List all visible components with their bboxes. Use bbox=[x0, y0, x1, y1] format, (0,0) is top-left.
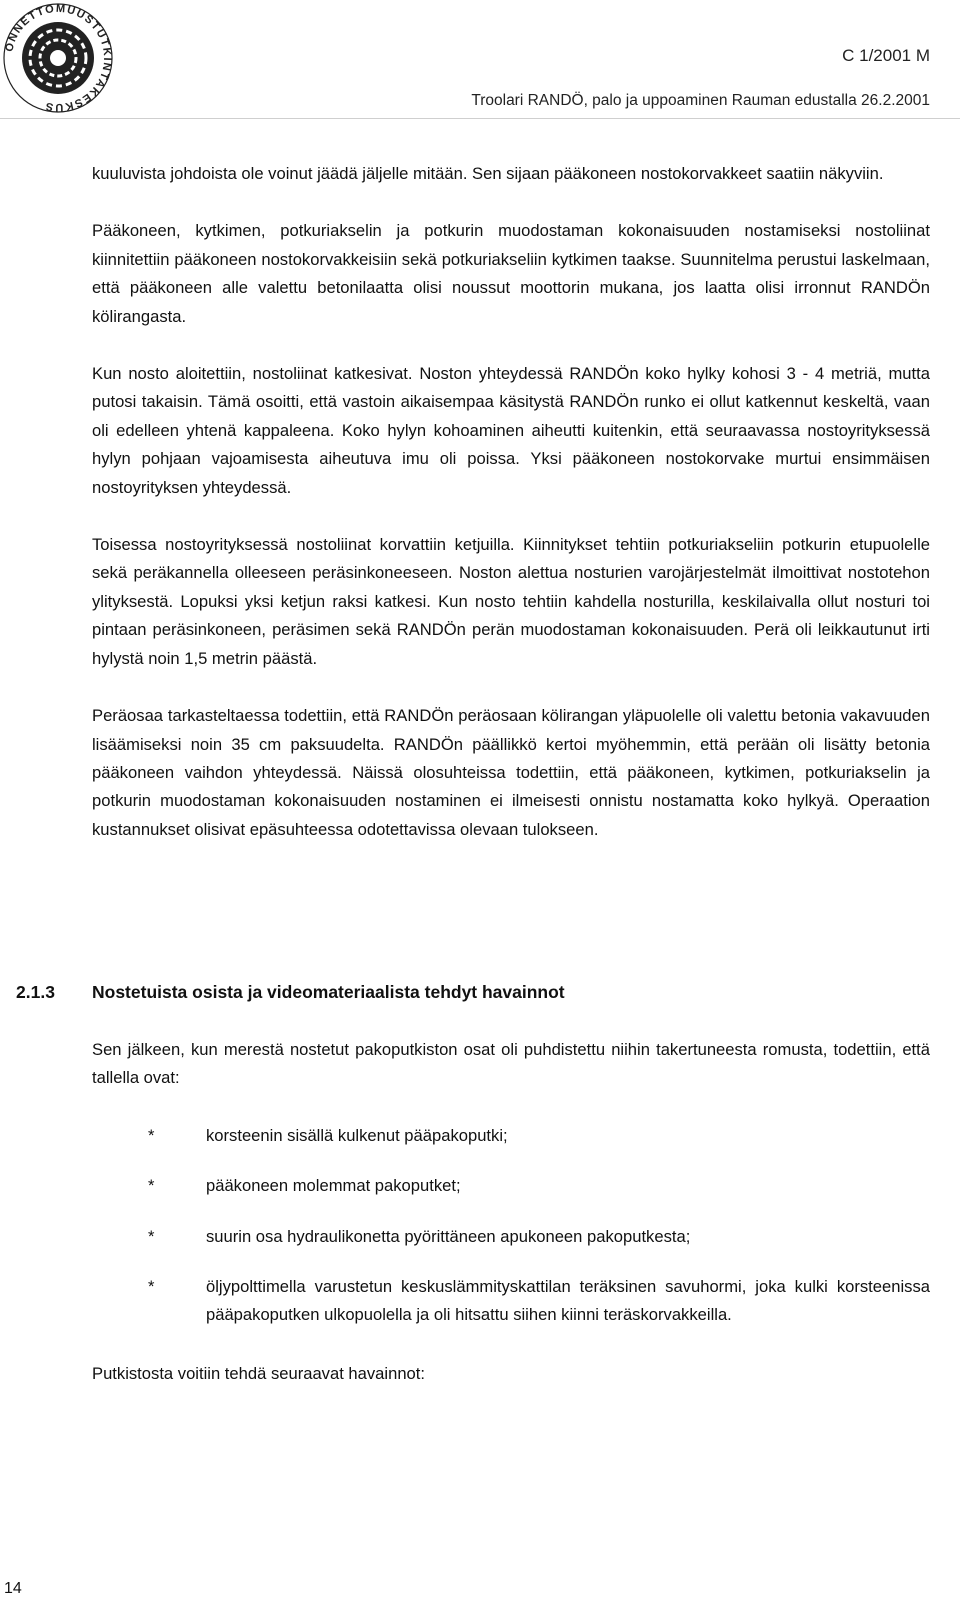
findings-list bbox=[92, 1122, 930, 1330]
bullet-marker: * bbox=[148, 1176, 155, 1196]
list-item-text: korsteenin sisällä kulkenut pääpakoputki; bbox=[206, 1125, 508, 1145]
section-title: Nostetuista osista ja videomateriaalista tehdyt havainnot bbox=[92, 982, 565, 1002]
bullet-marker: * bbox=[148, 1125, 155, 1145]
report-title: Troolari RANDÖ, palo ja uppoaminen Rauman edustalla 26.2.2001 bbox=[471, 92, 930, 109]
section-body bbox=[92, 1036, 930, 1417]
list-item-text: öljypolttimella varustetun keskuslämmityskattilan teräksinen savuhormi, joka kulki korsteenissa pääpakoputken ulkopuolella ja oli hitsattu siihen kiinni teräskorvakkeilla. bbox=[206, 1277, 930, 1325]
list-item bbox=[92, 1122, 930, 1150]
paragraph-2: Pääkoneen, kytkimen, potkuriakselin ja potkurin muodostaman kokonaisuuden nostamiseksi nostoliinat kiinnitettiin pääkoneen nostokorvakkeisiin sekä potkuriakseliin kytkimen taakse. Suunnitelma perustui laskelmaan, että pääkoneen alle valettu betonilaatta olisi noussut moottorin mukana, jos laatta olisi irronnut RANDÖn kölirangasta. bbox=[92, 221, 930, 326]
list-item bbox=[92, 1172, 930, 1200]
bullet-marker: * bbox=[148, 1226, 155, 1246]
list-item-text: pääkoneen molemmat pakoputket; bbox=[206, 1176, 461, 1196]
report-code: C 1/2001 M bbox=[842, 46, 930, 65]
list-item-text: suurin osa hydraulikonetta pyörittäneen apukoneen pakoputkesta; bbox=[206, 1226, 691, 1246]
paragraph-4: Toisessa nostoyrityksessä nostoliinat korvattiin ketjuilla. Kiinnitykset tehtiin potkuriakseliin potkurin etupuolelle sekä peräkannella olleeseen peräsinkoneeseen. Noston alettua nosturien varojärjestelmät ilmoittivat nostotehon ylityksestä. Lopuksi yksi ketjun raksi katkesi. Kun nosto tehtiin kahdella nosturilla, keskilaivalla ollut nosturi toi pintaan peräsinkoneen, peräsimen sekä RANDÖn perän muodostaman kokonaisuuden. Perä oli leikkautunut irti hylystä noin 1,5 metrin päästä. bbox=[92, 535, 930, 668]
body-text bbox=[92, 160, 930, 873]
intro-paragraph: Sen jälkeen, kun merestä nostetut pakoputkiston osat oli puhdistettu niihin takertuneesta romusta, todettiin, että tallella ovat: bbox=[92, 1040, 930, 1088]
svg-text:ONNETTOMUUSTUTKINTAKESKUS: ONNETTOMUUSTUTKINTAKESKUS bbox=[3, 2, 114, 114]
closing-paragraph: Putkistosta voitiin tehdä seuraavat havainnot: bbox=[92, 1363, 426, 1383]
page-number: 14 bbox=[4, 1580, 22, 1597]
list-item bbox=[92, 1223, 930, 1251]
organization-logo bbox=[0, 0, 116, 116]
paragraph-5: Peräosaa tarkasteltaessa todettiin, että RANDÖn peräosaan kölirangan yläpuolelle oli valettu betonia vakavuuden lisäämiseksi noin 35 cm paksuudelta. RANDÖn päällikkö kertoi myöhemmin, että perään oli lisätty betonia pääkoneen vaihdon yhteydessä. Näissä olosuhteissa todettiin, että pääkoneen, kytkimen, potkuriakselin ja potkurin muodostaman kokonaisuuden nostaminen ei ilmeisesti onnistu nostamatta koko hylkyä. Operaation kustannukset olisivat epäsuhteessa odotettavissa olevaan tulokseen. bbox=[92, 706, 930, 839]
paragraph-3: Kun nosto aloitettiin, nostoliinat katkesivat. Noston yhteydessä RANDÖn koko hylky kohosi 3 - 4 metriä, mutta putosi takaisin. Tämä osoitti, että vastoin aikaisempaa käsitystä RANDÖn runko ei ollut katkennut keskeltä, vaan oli edelleen yhtenä kappaleena. Koko hylyn kohoaminen aiheutti kuitenkin, että seuraavassa nostoyrityksessä hylyn pohjaan vajoamisesta aiheutuva imu oli poissa. Yksi pääkoneen nostokorvake murtui ensimmäisen nostoyrityksen yhteydessä. bbox=[92, 364, 930, 497]
header-divider bbox=[0, 118, 960, 119]
paragraph-1: kuuluvista johdoista ole voinut jäädä jäljelle mitään. Sen sijaan pääkoneen nostokorvakkeet saatiin näkyviin. bbox=[92, 164, 884, 183]
section-number: 2.1.3 bbox=[16, 982, 55, 1002]
bullet-marker: * bbox=[148, 1277, 155, 1297]
list-item bbox=[92, 1273, 930, 1330]
